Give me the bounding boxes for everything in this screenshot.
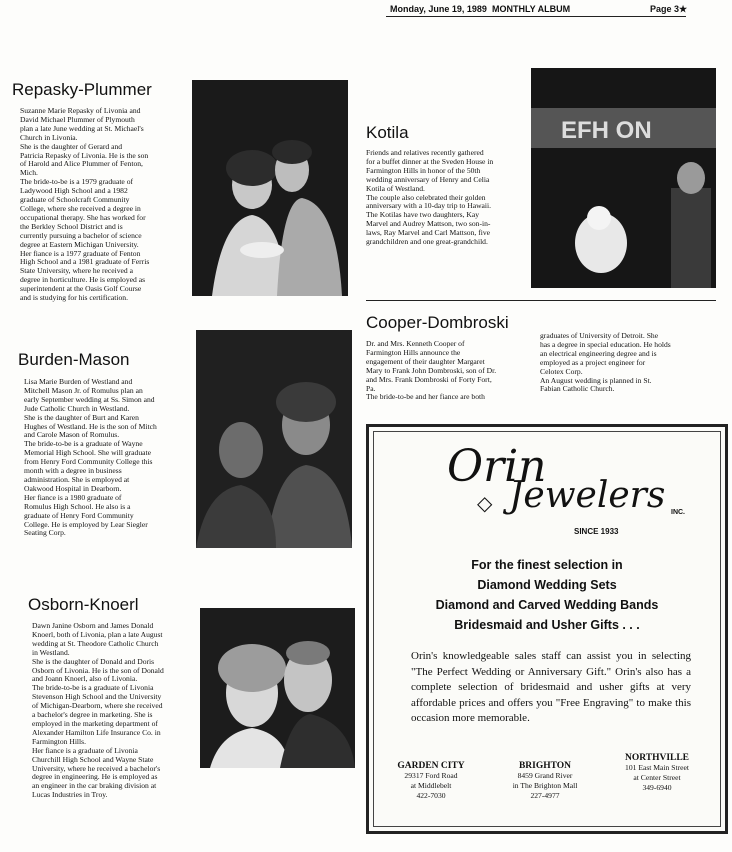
logo-jewelers: Jewelers [509, 475, 666, 516]
page-number: Page 3★ [650, 4, 688, 14]
issue-date: Monday, June 19, 1989 [390, 4, 487, 14]
location-phone: 422-7030 [416, 791, 446, 800]
location-cross-street: in The Brighton Mall [512, 781, 578, 790]
location-address: 29317 Ford Road [404, 771, 458, 780]
headline-cooper-dombroski: Cooper-Dombroski [366, 313, 509, 332]
headline-burden-mason: Burden-Mason [18, 350, 130, 369]
location-address: 101 East Main Street [625, 763, 689, 772]
diamond-icon: ◇ [477, 493, 493, 515]
ad-line-2: Diamond Wedding Sets [477, 578, 617, 592]
logo-inc: INC. [671, 509, 685, 516]
article-osborn-knoerl: Dawn Janine Osborn and James Donald Knoerl, both of Livonia, plan a late August wedding at St. Theodore Catholic Church in Westland. She is the daughter of Donald and Doris Osborn of Livonia. He is the son of Donald and Joann Knoerl, also of Livonia. The bride-to-be is a graduate of Livonia Stevenson High School and the University of Michigan-Dearborn, where she received a bachelor's degree in marketing. She is employed in the marketing department of Alexander Hamilton Life Insurance Co. in Farmington Hills. Her fiance is a graduate of Livonia Churchill High School and Wayne State University, where he received a bachelor's degree in engineering. He is employed as an engineer in the car braking division at Lucas Industries in Troy. [32, 621, 164, 800]
header-rule [386, 16, 686, 17]
ad-paragraph: Orin's knowledgeable sales staff can assist you in selecting "The Perfect Wedding or Anniversary Gift." Orin's also has a complete selection of bridesmaid and usher gifts at very affordable prices and offers you "Free Engraving" to make this occasion more memorable. [411, 650, 691, 724]
ad-line-3: Diamond and Carved Wedding Bands [435, 598, 659, 612]
headline-kotila: Kotila [366, 123, 409, 142]
article-cooper-dombroski-col1: Dr. and Mrs. Kenneth Cooper of Farmington Hills announce the engagement of their daughter Margaret Mary to Frank John Dombroski, son of Dr. and Mrs. Frank Dombroski of Forty Fort, Pa. The bride-to-be and her fiance are both [366, 339, 497, 402]
photo-repasky-plummer [192, 80, 348, 296]
photo-osborn-knoerl [200, 608, 355, 768]
article-cooper-dombroski-col2: graduates of University of Detroit. She has a degree in special education. He holds an electrical engineering degree and is employed as a project engineer for Celotex Corp. An August wedding is planned in St. Fabian Catholic Church. [540, 331, 671, 394]
article-kotila: Friends and relatives recently gathered for a buffet dinner at the Sveden House in Farmington Hills in honor of the 50th wedding anniversary of Henry and Celia Kotila of Westland. The couple also celebrated their golden anniversary with a 10-day trip to Hawaii. The Kotilas have two daughters, Kay Marvel and Audrey Mattson, two son-in- laws, Ray Marvel and Carl Mattson, five grandchildren and one great-grandchild. [366, 148, 494, 247]
location-city: GARDEN CITY [397, 761, 465, 771]
headline-osborn-knoerl: Osborn-Knoerl [28, 595, 139, 614]
ad-line-1: For the finest selection in [471, 558, 623, 572]
ad-line-4: Bridesmaid and Usher Gifts . . . [454, 618, 640, 632]
orin-jewelers-ad [366, 424, 728, 834]
location-northville [607, 753, 707, 793]
location-phone: 349-6940 [642, 783, 672, 792]
location-phone: 227-4977 [530, 791, 560, 800]
section-divider [366, 300, 716, 301]
location-cross-street: at Center Street [633, 773, 681, 782]
location-brighton [495, 761, 595, 801]
photo-kotila [531, 68, 716, 288]
since-year: SINCE 1933 [574, 527, 619, 536]
location-city: BRIGHTON [518, 761, 572, 771]
location-city: NORTHVILLE [624, 753, 690, 763]
location-address: 8459 Grand River [517, 771, 573, 780]
logo-orin: Orin [447, 441, 547, 492]
svg-text:EFH ON: EFH ON [561, 117, 652, 144]
location-garden-city [381, 761, 481, 801]
article-repasky-plummer: Suzanne Marie Repasky of Livonia and David Michael Plummer of Plymouth plan a late June wedding at St. Michael's Church in Livonia. She is the daughter of Gerard and Patricia Repasky of Livonia. He is the son of Harold and Alice Plummer of Fenton, Mich. The bride-to-be is a 1979 graduate of Ladywood High School and a 1982 graduate of Schoolcraft Community College, where she received a degree in occupational therapy. She has worked for the Berkley School District and is currently pursuing a bachelor of science degree at Eastern Michigan University. Her fiance is a 1977 graduate of Fenton High School and a 1981 graduate of Ferris State University, where he received a degree in horticulture. He is employed as superintendent at the Oasis Golf Course and is studying for his certification. [20, 106, 150, 303]
section-name: MONTHLY ALBUM [492, 4, 571, 14]
article-burden-mason: Lisa Marie Burden of Westland and Mitchell Mason Jr. of Romulus plan an early September wedding at Ss. Simon and Jude Catholic Church in Westland. She is the daughter of Burt and Karen Hughes of Westland. He is the son of Mitch and Carole Mason of Romulus. The bride-to-be is a graduate of Wayne Memorial High School. She will graduate from Henry Ford Community College this month with a degree in business administration. She is employed at Oakwood Hospital in Dearborn. Her fiance is a 1980 graduate of Romulus High School. He also is a graduate of Henry Ford Community College. He is employed by Lear Siegler Seating Corp. [24, 377, 157, 538]
photo-burden-mason [196, 330, 352, 548]
location-cross-street: at Middlebelt [410, 781, 452, 790]
headline-repasky-plummer: Repasky-Plummer [12, 80, 152, 99]
